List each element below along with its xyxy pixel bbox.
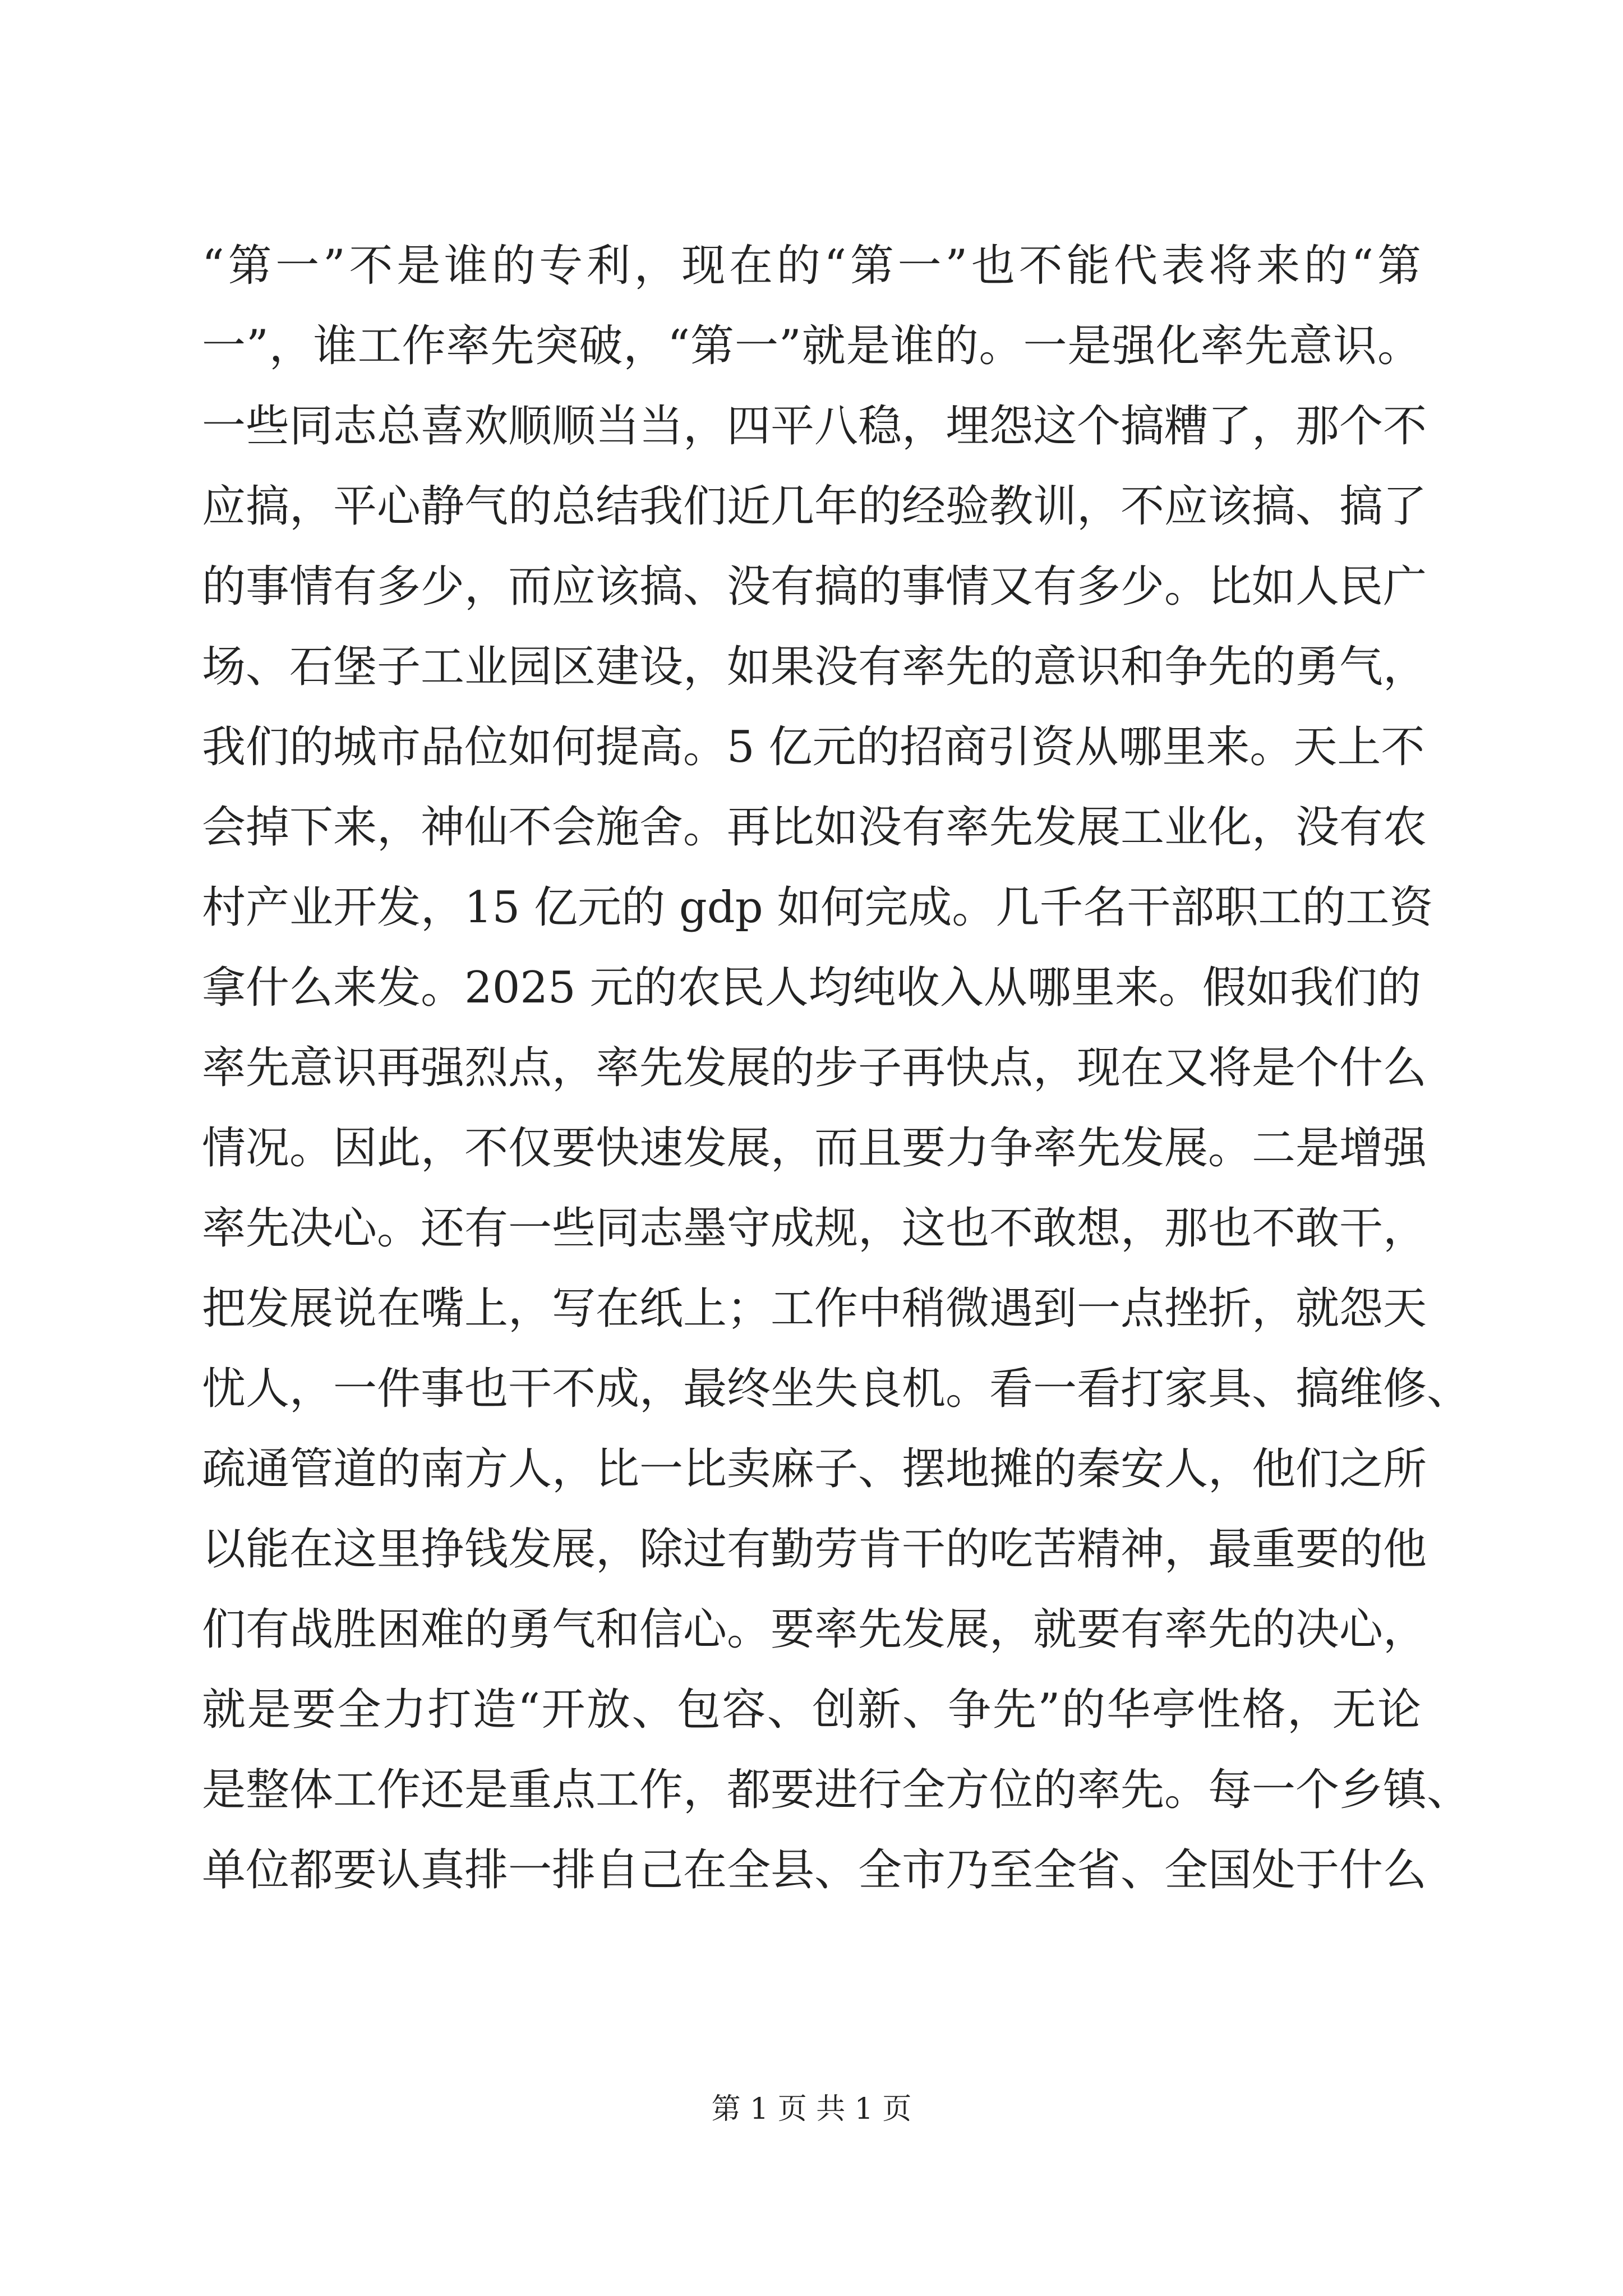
text-line: 疏通管道的南方人，比一比卖麻子、摆地摊的秦安人，他们之所	[202, 1444, 1427, 1494]
text-line: 村产业开发，15 亿元的 gdp 如何完成。几千名干部职工的工资	[202, 882, 1433, 933]
text-line: 一”，谁工作率先突破，“第一”就是谁的。一是强化率先意识。	[202, 321, 1421, 371]
text-line: 把发展说在嘴上，写在纸上；工作中稍微遇到一点挫折，就怨天	[202, 1283, 1427, 1334]
text-line: 率先意识再强烈点，率先发展的步子再快点，现在又将是个什么	[202, 1043, 1427, 1093]
text-line: 的事情有多少，而应该搞、没有搞的事情又有多少。比如人民广	[202, 562, 1427, 612]
text-line: 一些同志总喜欢顺顺当当，四平八稳，埋怨这个搞糟了，那个不	[202, 401, 1427, 452]
text-line: 以能在这里挣钱发展，除过有勤劳肯干的吃苦精神，最重要的他	[202, 1524, 1427, 1575]
text-line: 情况。因此，不仅要快速发展，而且要力争率先发展。二是增强	[202, 1123, 1427, 1174]
text-line: 忧人，一件事也干不成，最终坐失良机。看一看打家具、搞维修、	[202, 1364, 1471, 1414]
text-line: “第一”不是谁的专利，现在的“第一”也不能代表将来的“第	[202, 241, 1421, 291]
text-line: 场、石堡子工业园区建设，如果没有率先的意识和争先的勇气，	[202, 642, 1427, 692]
text-line: 率先决心。还有一些同志墨守成规，这也不敢想，那也不敢干，	[202, 1203, 1427, 1254]
text-line: 是整体工作还是重点工作，都要进行全方位的率先。每一个乡镇、	[202, 1765, 1471, 1815]
text-line: 就是要全力打造“开放、包容、创新、争先”的华亭性格，无论	[202, 1685, 1421, 1735]
page-number-footer: 第 1 页 共 1 页	[711, 2092, 912, 2126]
text-line: 单位都要认真排一排自己在全县、全市乃至全省、全国处于什么	[202, 1845, 1427, 1895]
text-line: 会掉下来，神仙不会施舍。再比如没有率先发展工业化，没有农	[202, 802, 1427, 853]
text-line: 拿什么来发。2025 元的农民人均纯收入从哪里来。假如我们的	[202, 963, 1421, 1013]
text-line: 们有战胜困难的勇气和信心。要率先发展，就要有率先的决心，	[202, 1604, 1427, 1655]
text-line: 我们的城市品位如何提高。5 亿元的招商引资从哪里来。天上不	[202, 722, 1425, 772]
text-line: 应搞，平心静气的总结我们近几年的经验教训，不应该搞、搞了	[202, 481, 1427, 532]
